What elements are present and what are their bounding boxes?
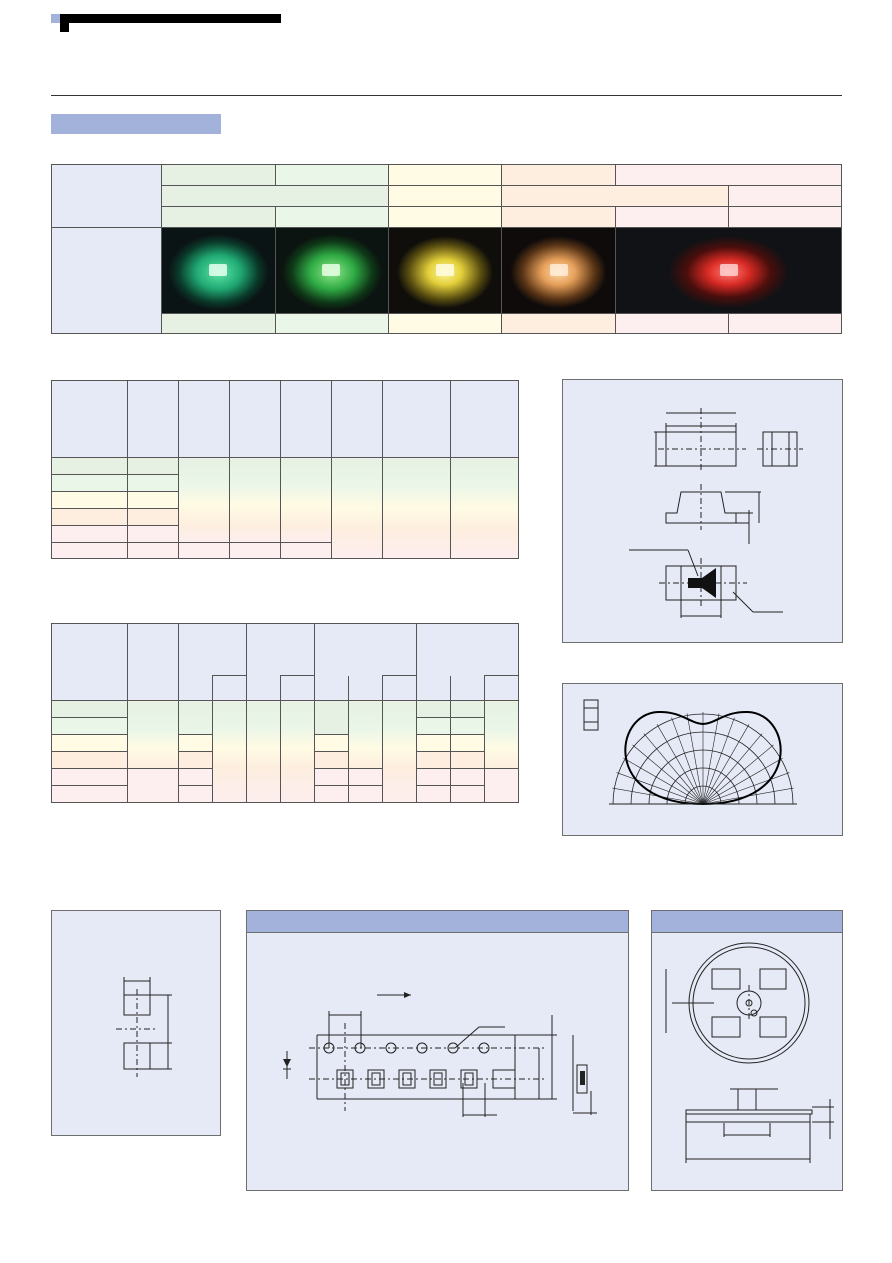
taping-drawing — [247, 911, 630, 1192]
char-cell — [179, 786, 213, 803]
char-subheader-cell — [349, 676, 383, 701]
char-subheader-cell — [315, 676, 349, 701]
char-header-cell — [315, 624, 417, 676]
overview-cell — [276, 314, 389, 333]
char-cell — [349, 769, 383, 786]
char-cell — [213, 701, 247, 803]
char-cell — [315, 735, 349, 752]
char-cell — [417, 701, 451, 718]
solder-pad-panel — [51, 910, 221, 1136]
section-title-bar — [51, 114, 221, 134]
char-header-cell — [52, 624, 128, 701]
char-row-label — [52, 701, 128, 718]
product-overview-table — [51, 164, 842, 334]
ratings-cell — [128, 475, 179, 492]
char-cell — [179, 752, 213, 769]
char-cell — [417, 718, 451, 735]
char-subheader-cell — [417, 676, 451, 701]
char-row-label — [52, 752, 128, 769]
outline-dimensions-panel — [562, 379, 843, 643]
ratings-header-cell — [383, 381, 451, 458]
char-cell — [451, 752, 485, 769]
char-header-cell — [247, 624, 315, 676]
polar-grid — [611, 712, 795, 804]
led-chip-icon — [209, 264, 227, 276]
overview-cell — [502, 207, 616, 228]
char-cell — [451, 718, 485, 735]
overview-cell — [729, 186, 841, 207]
char-row-label — [52, 769, 128, 786]
char-cell — [349, 786, 383, 803]
overview-cell — [616, 314, 729, 333]
char-cell — [281, 701, 315, 803]
char-header-cell — [128, 624, 179, 701]
overview-cell — [162, 186, 389, 207]
overview-cell — [616, 165, 841, 186]
char-cell — [417, 769, 451, 786]
char-row-label — [52, 786, 128, 803]
ratings-row-label — [52, 526, 128, 543]
ratings-cell — [230, 543, 281, 559]
taping-panel — [246, 910, 629, 1191]
ratings-cell — [281, 458, 332, 543]
led-chip-icon — [550, 264, 568, 276]
char-subheader-cell — [213, 676, 247, 701]
char-header-cell — [179, 624, 247, 676]
overview-cell — [729, 314, 841, 333]
char-cell — [451, 769, 485, 786]
char-cell — [247, 701, 281, 803]
led-chip-icon — [436, 264, 454, 276]
led-chip-icon — [584, 700, 598, 730]
ratings-cell — [128, 543, 179, 559]
char-cell — [179, 769, 213, 786]
header-rule — [51, 95, 842, 96]
ratings-cell — [128, 458, 179, 475]
characteristics-table — [51, 623, 519, 803]
header-logo-square-light — [51, 14, 60, 23]
ratings-table — [51, 380, 519, 559]
ratings-cell — [383, 458, 451, 559]
char-cell — [128, 701, 179, 769]
overview-row-header-cell — [52, 165, 162, 228]
overview-cell — [502, 186, 729, 207]
ratings-header-cell — [179, 381, 230, 458]
char-cell — [349, 701, 383, 769]
radiation-pattern-chart — [563, 684, 844, 837]
overview-cell — [276, 165, 389, 186]
ratings-cell — [451, 458, 519, 559]
overview-cell — [389, 165, 502, 186]
ratings-header-cell — [281, 381, 332, 458]
ratings-row-label — [52, 509, 128, 526]
overview-cell — [276, 207, 389, 228]
ratings-header-cell — [451, 381, 519, 458]
reel-drawing — [652, 911, 844, 1192]
ratings-cell — [128, 526, 179, 543]
char-subheader-cell — [485, 676, 519, 701]
char-cell — [315, 769, 349, 786]
char-row-label — [52, 718, 128, 735]
overview-cell — [729, 207, 841, 228]
ratings-cell — [230, 458, 281, 543]
char-cell — [315, 701, 349, 735]
reel-panel — [651, 910, 843, 1191]
overview-cell — [502, 314, 616, 333]
solder-pad-drawing — [52, 911, 222, 1137]
overview-row-header-cell-2 — [52, 228, 162, 333]
overview-cell — [389, 207, 502, 228]
char-header-cell — [417, 624, 519, 676]
overview-cell — [162, 207, 276, 228]
outline-drawing — [563, 380, 844, 644]
header-logo-square-dark — [60, 23, 69, 32]
char-subheader-cell — [451, 676, 485, 701]
ratings-header-cell — [332, 381, 383, 458]
char-subheader-cell — [281, 676, 315, 701]
ratings-cell — [179, 458, 230, 543]
led-chip-icon — [720, 264, 738, 276]
char-cell — [315, 752, 349, 769]
char-cell — [417, 752, 451, 769]
ratings-cell — [332, 458, 383, 559]
ratings-header-cell — [128, 381, 179, 458]
ratings-row-label — [52, 458, 128, 475]
overview-cell — [616, 207, 729, 228]
led-chip-icon — [322, 264, 340, 276]
overview-cell — [162, 314, 276, 333]
char-cell — [451, 701, 485, 718]
header-bar — [60, 14, 281, 23]
char-cell — [315, 786, 349, 803]
overview-cell — [502, 165, 616, 186]
ratings-cell — [128, 509, 179, 526]
char-cell — [451, 786, 485, 803]
char-cell — [417, 786, 451, 803]
overview-cell — [162, 165, 276, 186]
char-subheader-cell — [247, 676, 281, 701]
ratings-cell — [179, 543, 230, 559]
char-subheader-cell — [179, 676, 213, 701]
char-cell — [417, 735, 451, 752]
ratings-header-cell — [52, 381, 128, 458]
ratings-row-label — [52, 492, 128, 509]
char-cell — [485, 769, 519, 803]
ratings-row-label — [52, 475, 128, 492]
char-cell — [383, 701, 417, 803]
led-photo-strip — [162, 228, 841, 314]
overview-cell — [389, 186, 502, 207]
ratings-cell — [128, 492, 179, 509]
ratings-row-label — [52, 543, 128, 559]
overview-cell — [389, 314, 502, 333]
ratings-cell — [281, 543, 332, 559]
radiation-pattern-panel — [562, 683, 843, 836]
char-cell — [485, 701, 519, 769]
char-cell — [451, 735, 485, 752]
ratings-header-cell — [230, 381, 281, 458]
char-cell — [128, 769, 179, 803]
char-row-label — [52, 735, 128, 752]
char-cell — [179, 735, 213, 752]
char-subheader-cell — [383, 676, 417, 701]
char-cell — [179, 701, 213, 735]
